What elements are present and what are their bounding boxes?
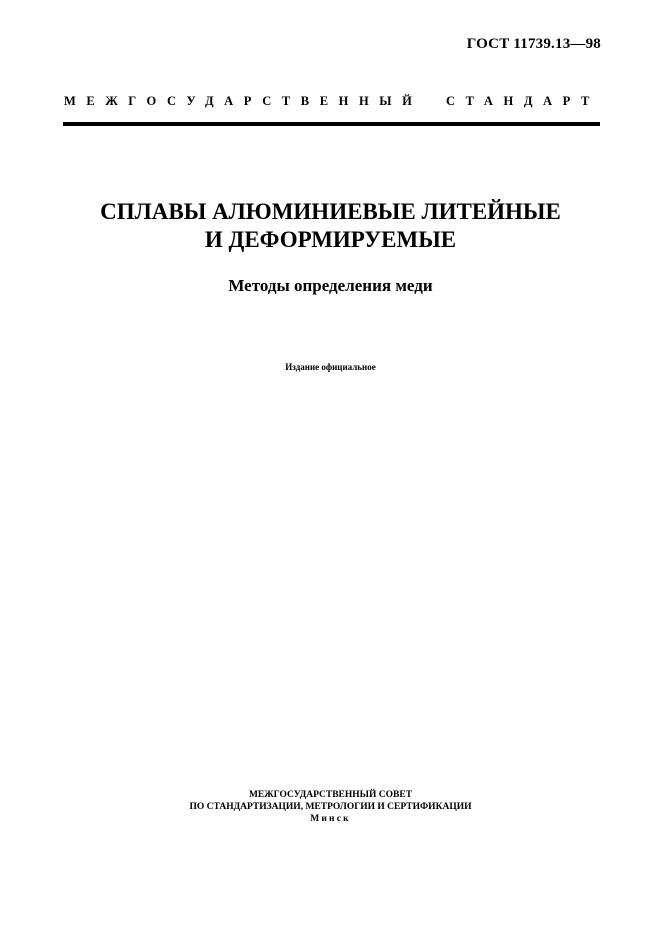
title-line-2: И ДЕФОРМИРУЕМЫЕ [204,227,457,252]
document-number: ГОСТ 11739.13—98 [466,36,601,52]
standard-kind-heading [64,94,600,109]
publisher-city: Минск [310,814,351,824]
document-subtitle: Методы определения меди [228,276,433,295]
standard-kind-right: СТАНДАРТ [445,94,600,108]
edition-note: Издание официальное [285,362,376,372]
header-divider [63,122,600,126]
standard-kind-left: МЕЖГОСУДАРСТВЕННЫЙ [64,94,423,108]
publisher-block [0,789,661,825]
publisher-line-1: МЕЖГОСУДАРСТВЕННЫЙ СОВЕТ [248,790,413,800]
publisher-line-2: ПО СТАНДАРТИЗАЦИИ, МЕТРОЛОГИИ И СЕРТИФИКАЦИИ [189,802,472,812]
document-title [0,198,661,254]
title-line-1: СПЛАВЫ АЛЮМИНИЕВЫЕ ЛИТЕЙНЫЕ [100,199,561,224]
